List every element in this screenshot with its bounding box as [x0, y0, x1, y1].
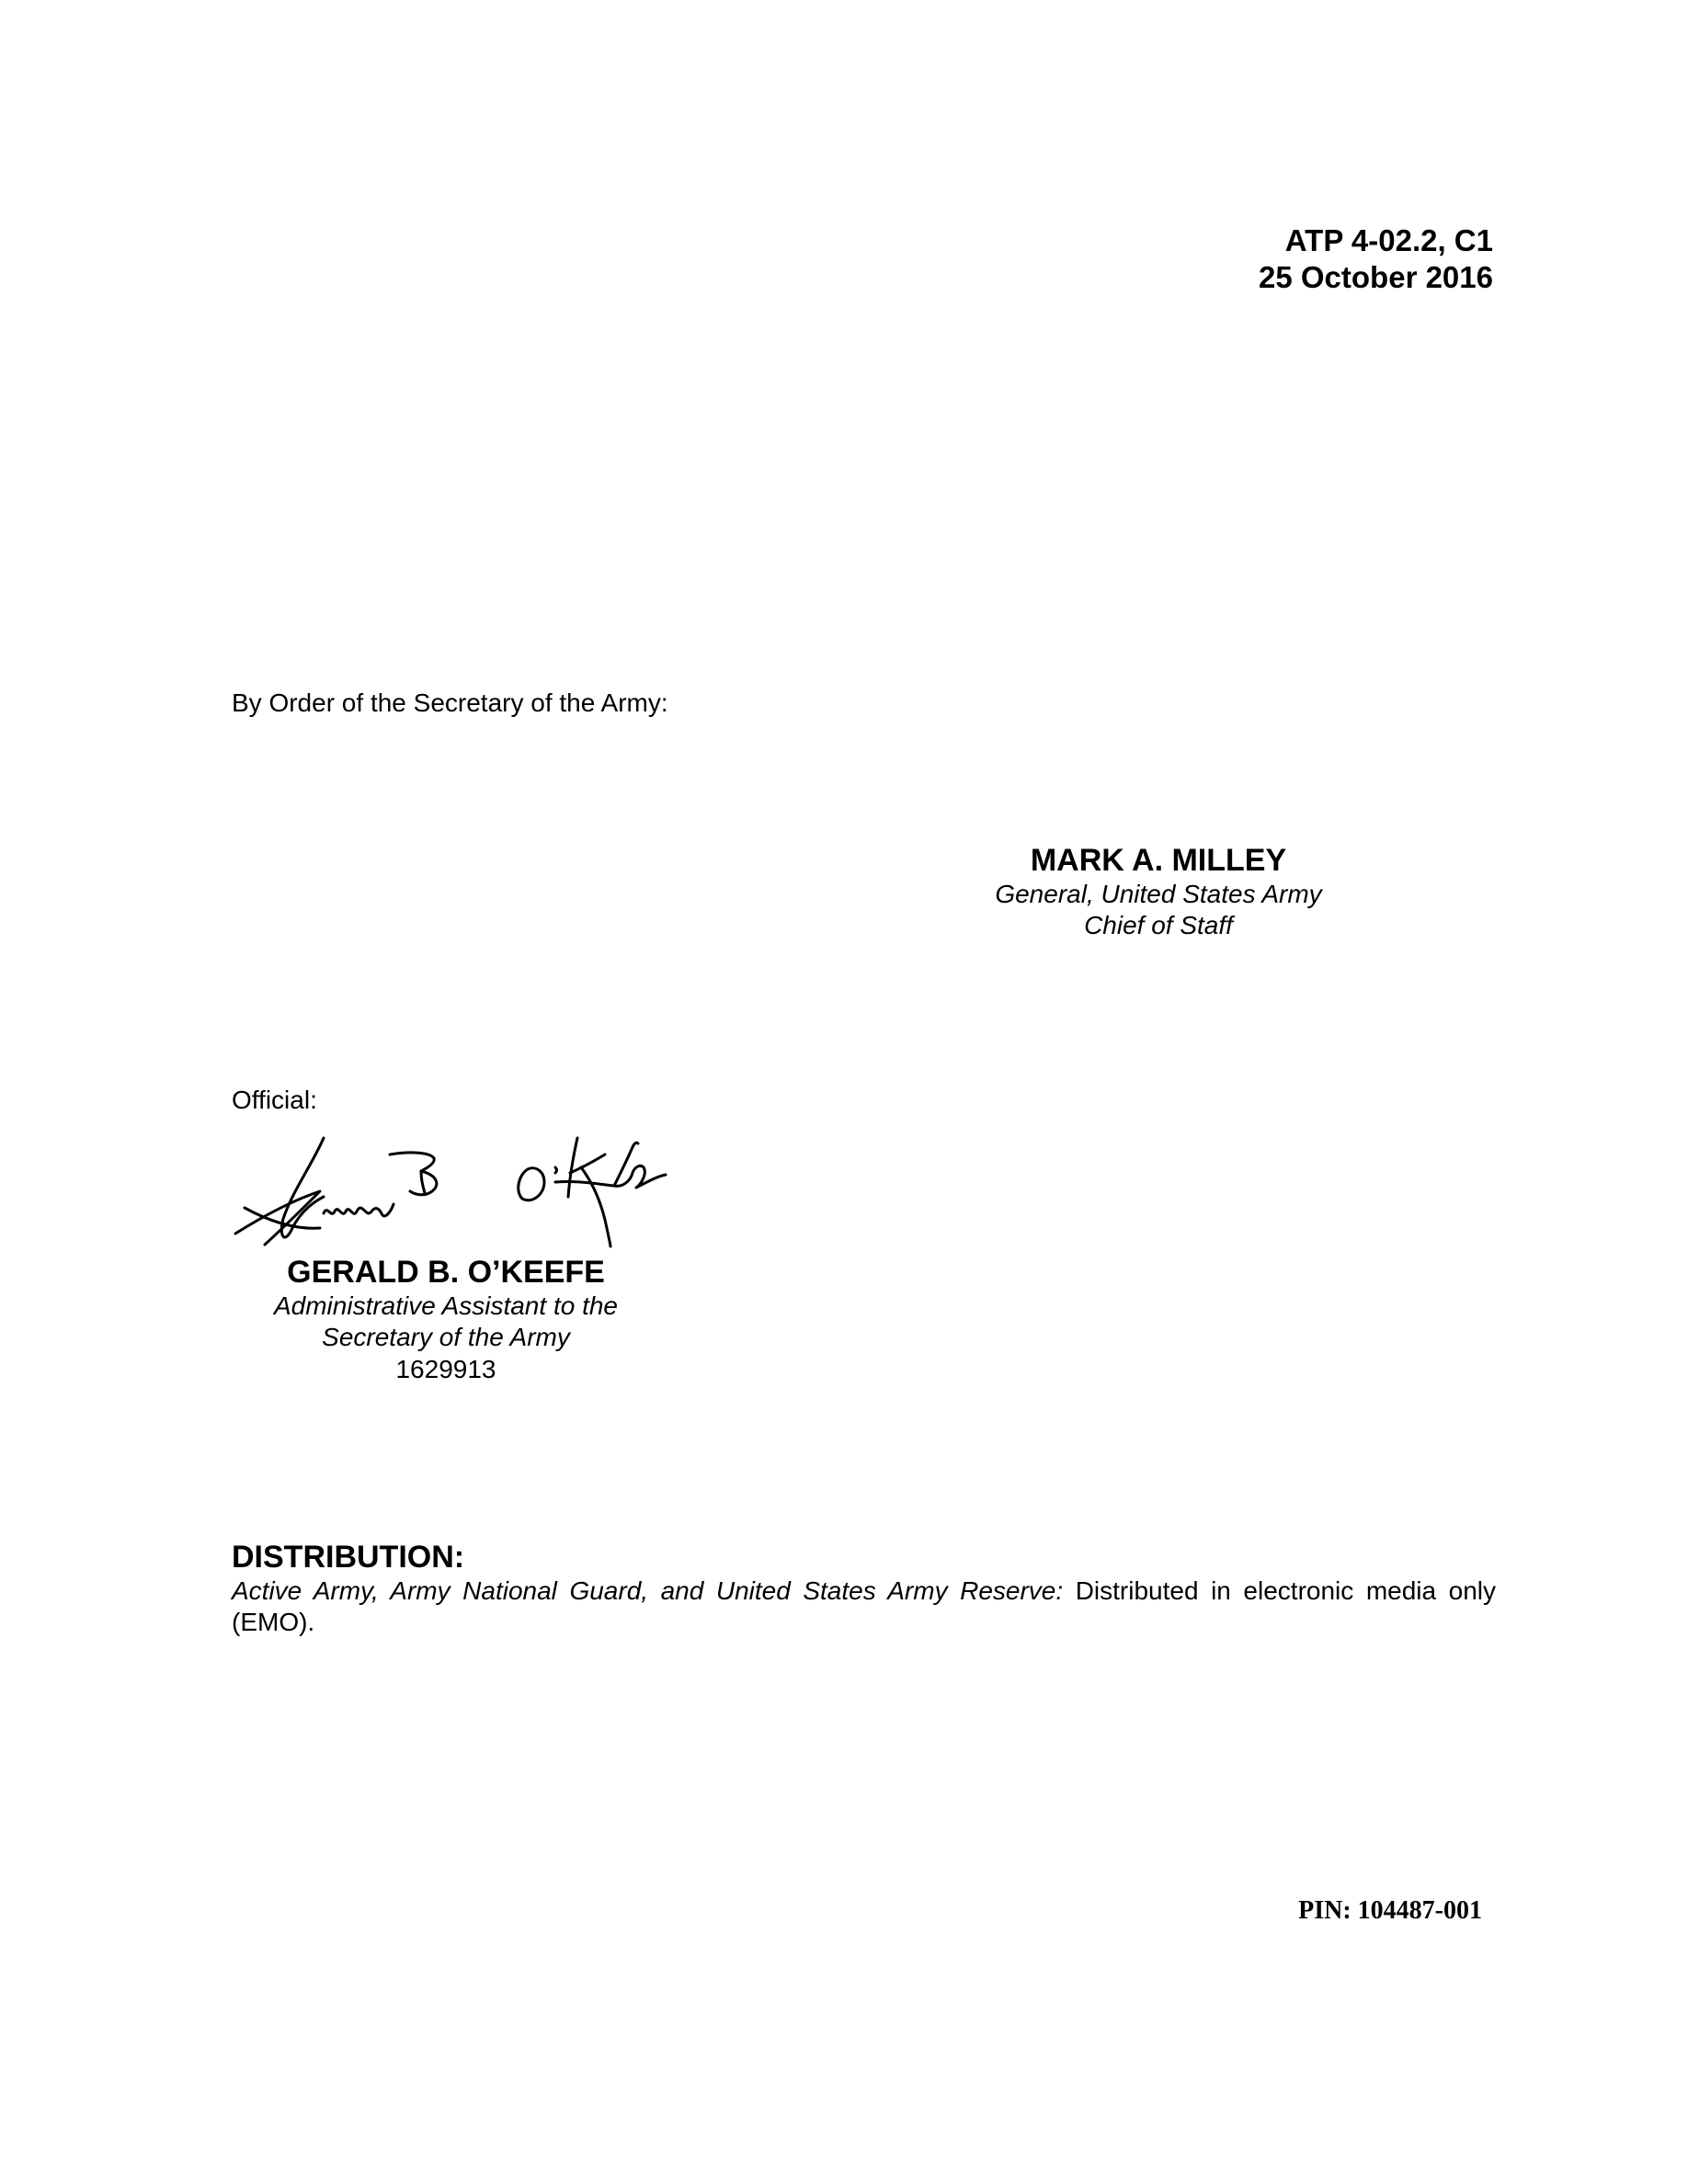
document-date: 25 October 2016 — [1259, 260, 1493, 294]
distribution-section — [232, 1539, 1496, 1638]
official-title-line2: Secretary of the Army — [322, 1323, 570, 1351]
official-name: GERALD B. O’KEEFE — [287, 1255, 605, 1290]
chief-rank: General, United States Army — [995, 880, 1322, 908]
official-signature-block — [239, 1254, 653, 1386]
pin-number: PIN: 104487-001 — [1298, 1896, 1482, 1925]
distribution-heading: DISTRIBUTION: — [232, 1540, 465, 1575]
order-line: By Order of the Secretary of the Army: — [232, 688, 668, 717]
document-header — [1259, 222, 1493, 296]
distribution-text: Distributed in electronic media only (EMO). — [232, 1576, 1496, 1636]
official-label: Official: — [232, 1086, 317, 1114]
distribution-paragraph — [232, 1575, 1496, 1638]
chief-of-staff-block — [984, 842, 1333, 941]
chief-title: Chief of Staff — [1084, 911, 1233, 939]
official-title-line1: Administrative Assistant to the — [273, 1291, 618, 1320]
document-id: ATP 4-02.2, C1 — [1284, 223, 1493, 257]
signature-image — [228, 1127, 669, 1265]
chief-name: MARK A. MILLEY — [1030, 843, 1287, 878]
official-number: 1629913 — [395, 1355, 496, 1383]
distribution-recipients: Active Army, Army National Guard, and United States Army Reserve: — [232, 1576, 1064, 1605]
